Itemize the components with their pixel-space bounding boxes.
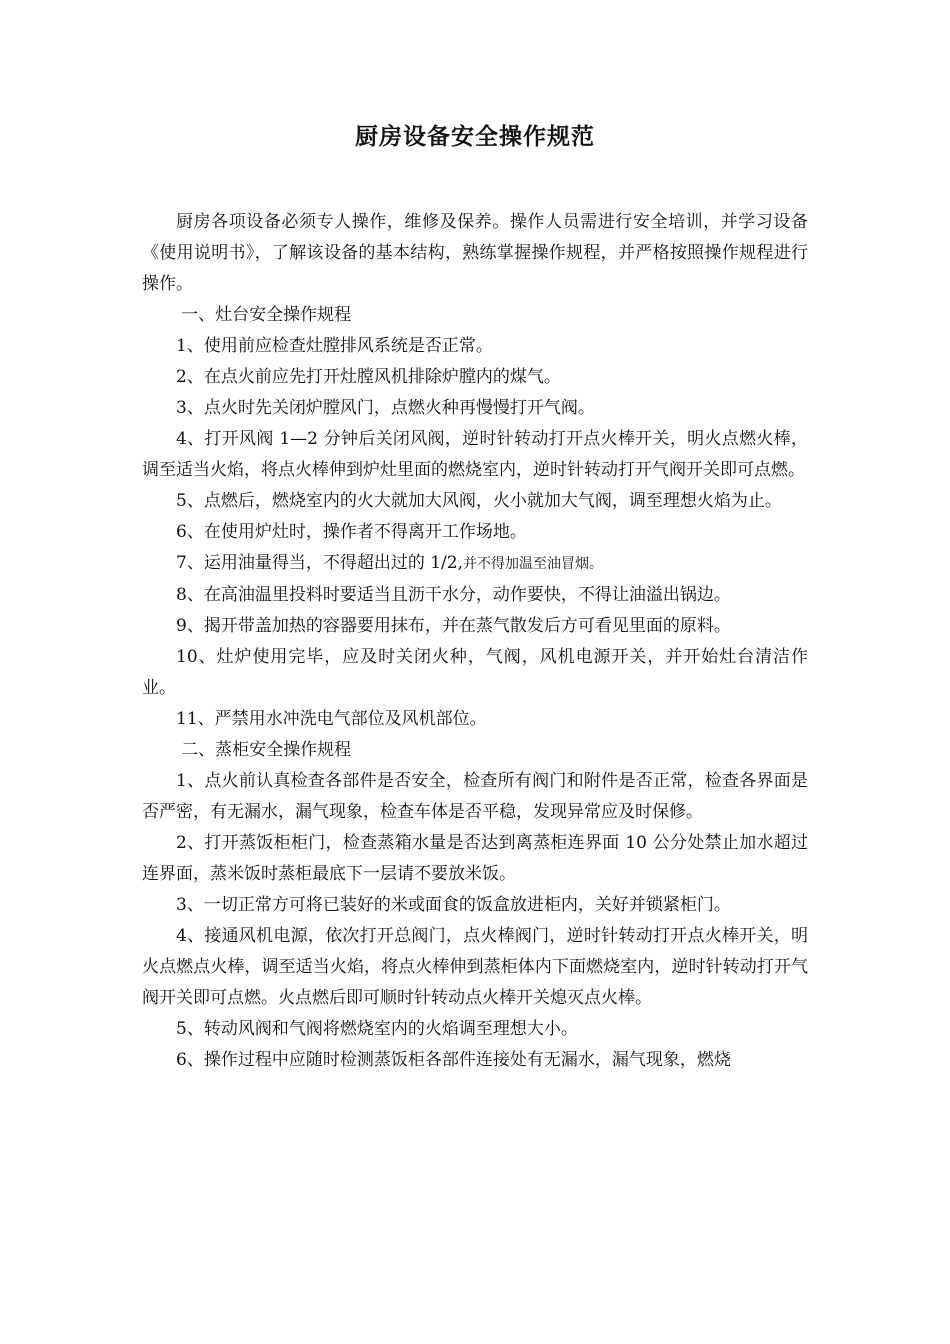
stove-rule-2: 2、在点火前应先打开灶膛风机排除炉膛内的煤气。 bbox=[176, 367, 561, 387]
section-heading-stove: 一、灶台安全操作规程 bbox=[181, 305, 352, 325]
stove-rule-6: 6、在使用炉灶时，操作者不得离开工作场地。 bbox=[176, 522, 527, 542]
steamer-rule-4: 4、接通风机电源，依次打开总阀门，点火棒阀门，逆时针转动打开点火棒开关，明火点燃点火棒，调至适当火焰，将点火棒伸到蒸柜体内下面燃烧室内，逆时针转动打开气阀开关即可点燃。火点燃后即可顺时针转动点火棒开关熄灭点火棒。 bbox=[142, 926, 808, 1008]
section-heading-steamer: 二、蒸柜安全操作规程 bbox=[181, 740, 352, 760]
steamer-rule-2: 2、打开蒸饭柜柜门，检查蒸箱水量是否达到离蒸柜连界面 10 公分处禁止加水超过连界面，蒸米饭时蒸柜最底下一层请不要放米饭。 bbox=[142, 833, 808, 884]
stove-rule-7-small: 并不得加温至油冒烟。 bbox=[462, 556, 603, 572]
steamer-rule-1: 1、点火前认真检查各部件是否安全，检查所有阀门和附件是否正常，检查各界面是否严密，有无漏水，漏气现象，检查车体是否平稳，发现异常应及时保修。 bbox=[142, 771, 808, 822]
intro-paragraph: 厨房各项设备必须专人操作，维修及保养。操作人员需进行安全培训，并学习设备《使用说明书》，了解该设备的基本结构，熟练掌握操作规程，并严格按照操作规程进行操作。 bbox=[142, 212, 808, 294]
stove-rule-4: 4、打开风阀 1—2 分钟后关闭风阀，逆时针转动打开点火棒开关，明火点燃火棒，调至适当火焰，将点火棒伸到炉灶里面的燃烧室内，逆时针转动打开气阀开关即可点燃。 bbox=[142, 429, 808, 480]
stove-rule-9: 9、揭开带盖加热的容器要用抹布，并在蒸气散发后方可看见里面的原料。 bbox=[176, 616, 731, 636]
stove-rule-10: 10、灶炉使用完毕，应及时关闭火种，气阀，风机电源开关，并开始灶台清洁作业。 bbox=[142, 647, 808, 698]
steamer-rule-6: 6、操作过程中应随时检测蒸饭柜各部件连接处有无漏水，漏气现象，燃烧 bbox=[176, 1050, 731, 1070]
steamer-rule-5: 5、转动风阀和气阀将燃烧室内的火焰调至理想大小。 bbox=[176, 1019, 578, 1039]
stove-rule-7 bbox=[142, 548, 808, 580]
document-body bbox=[142, 207, 808, 1076]
stove-rule-3: 3、点火时先关闭炉膛风门，点燃火种再慢慢打开气阀。 bbox=[176, 398, 595, 418]
stove-rule-7-main: 7、运用油量得当，不得超出过的 1/2, bbox=[176, 553, 463, 573]
steamer-rule-3: 3、一切正常方可将已装好的米或面食的饭盒放进柜内，关好并锁紧柜门。 bbox=[176, 895, 731, 915]
stove-rule-1: 1、使用前应检查灶膛排风系统是否正常。 bbox=[176, 336, 493, 356]
stove-rule-11: 11、严禁用水冲洗电气部位及风机部位。 bbox=[176, 709, 487, 729]
stove-rule-8: 8、在高油温里投料时要适当且沥干水分，动作要快，不得让油溢出锅边。 bbox=[176, 585, 731, 605]
stove-rule-5: 5、点燃后，燃烧室内的火大就加大风阀，火小就加大气阀，调至理想火焰为止。 bbox=[176, 491, 782, 511]
page-title: 厨房设备安全操作规范 bbox=[355, 123, 595, 150]
